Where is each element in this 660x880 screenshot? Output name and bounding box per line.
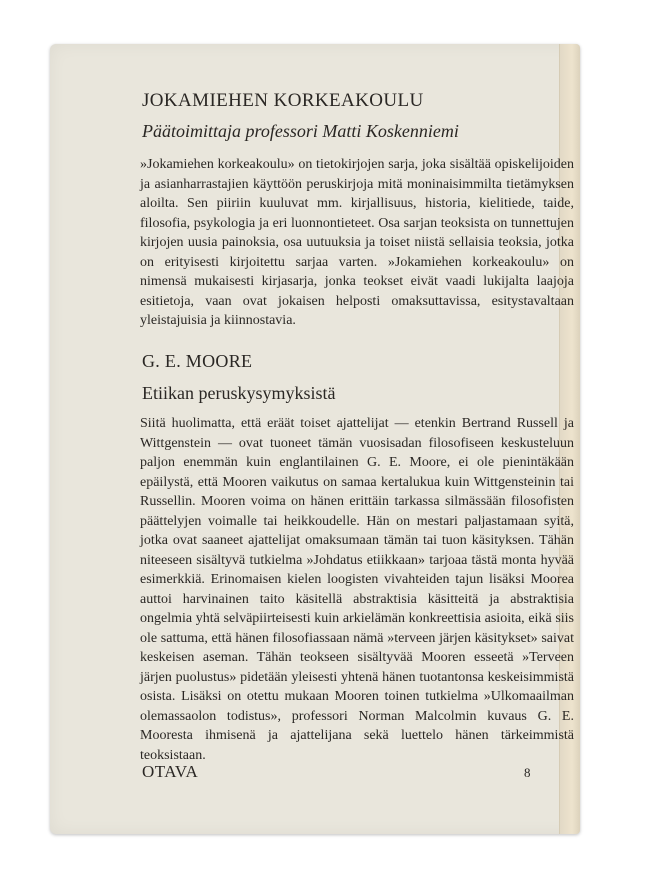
series-title: JOKAMIEHEN KORKEAKOULU (142, 90, 424, 111)
book-description: Siitä huolimatta, että eräät toiset ajattelijat — etenkin Bertrand Russell ja Wittgenstein — ovat tuoneet tämän vuosisadan filosofiseen keskusteluun paljon enemmän kuin englantilainen G. E. Moore, ei ole pienintäkään epäilystä, että Mooren vaikutus on samaa kertalukua kuin Wittgensteinin tai Russellin. Mooren voima on hänen erittäin tarkassa silmässään filosofisten päättelyjen voimalle tai heikkoudelle. Hän on mestari paljastamaan syitä, jotka ovat saaneet ajattelijat omaksumaan tämän tai tuon käsityksen. Tähän niteeseen sisältyvä tutkielma »Johdatus etiikkaan» tarjoaa tästä monta hyvää esimerkkiä. Erinomaisen kielen loogisten vivahteiden tajun lisäksi Moorea auttoi harvinainen taito käsitellä abstraktisia käsitteitä ja abstraktisia ongelmia yhtä selväpiirteisesti kuin arkielämän konkreettisia asioita, eikä siis ole sattuma, että hänen filosofiassaan nämä »terveen järjen käsitykset» saivat keskeisen aseman. Tähän teokseen sisältyvää Mooren esseetä »Terveen järjen puolustus» pidetään yleisesti yhtenä hänen tuotantonsa keskeisimmistä osista. Lisäksi on otettu mukaan Mooren toinen tutkielma »Ulkomaailman olemassaolon todistus», professori Norman Malcolmin kuvaus G. E. Mooresta ihmisenä ja ajattelijana sekä luettelo hänen tärkeimmistä teoksistaan. (140, 416, 574, 763)
book-title: Etiikan peruskysymyksistä (142, 383, 336, 403)
publisher-name: OTAVA (142, 762, 199, 781)
series-editor: Päätoimittaja professori Matti Koskenniemi (142, 121, 459, 141)
book-author: G. E. MOORE (142, 351, 253, 371)
series-description: »Jokamiehen korkeakoulu» on tietokirjojen sarja, joka sisältää opiskelijoiden ja asianharrastajien käyttöön peruskirjoja mitä moninaisimmilta tietämyksen aloilta. Sen piiriin kuuluvat mm. kirjallisuus, historia, kielitiede, taide, filosofia, psykologia ja eri luonnontieteet. Osa sarjan teoksista on tunnettujen kirjojen uusia painoksia, osa uutuuksia ja toiset niistä sellaisia teoksia, jotka on erityisesti kirjoitettu sarjaa varten. »Jokamiehen korkeakoulu» on nimensä mukaisesti kirjasarja, jonka teokset eivät vaadi lukijalta laajoja esitietoja, vaan ovat jokaisen helposti omaksuttavissa, esitystavaltaan yleistajuisia ja kiinnostavia. (140, 157, 574, 328)
series-number: 8 (524, 765, 531, 780)
